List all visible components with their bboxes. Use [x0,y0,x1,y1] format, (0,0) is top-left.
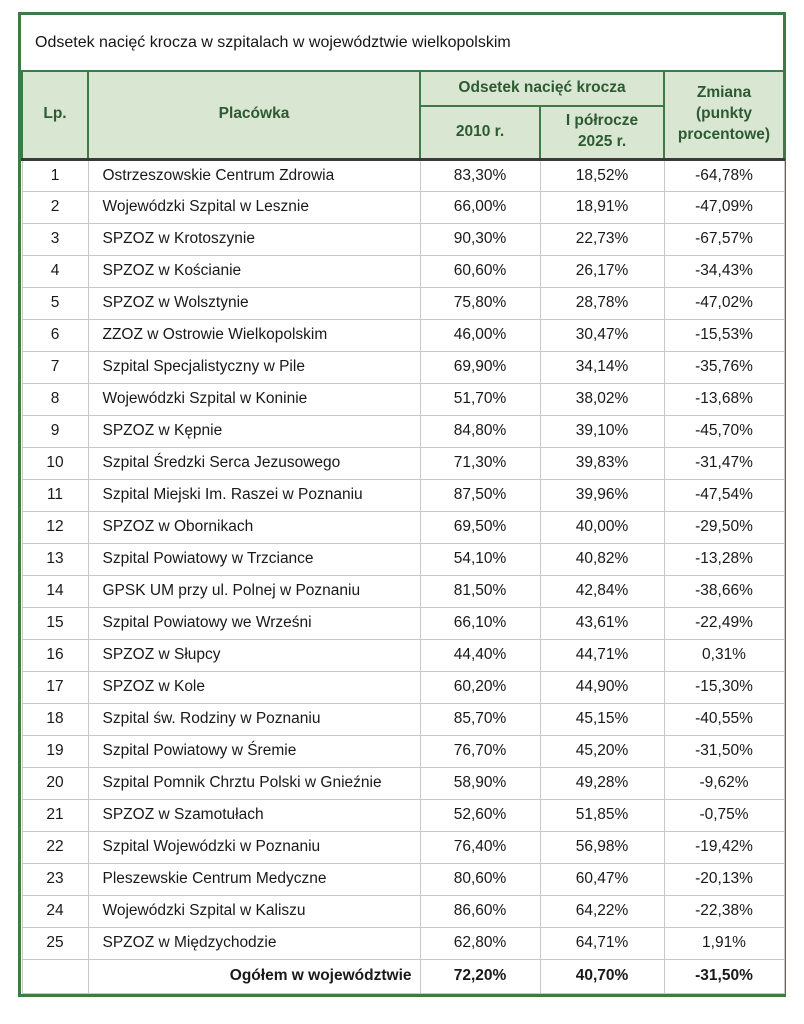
pct-2010-cell: 54,10% [420,543,540,575]
pct-2025-cell: 39,10% [540,415,664,447]
pct-2025-cell: 49,28% [540,767,664,799]
change-cell: 0,31% [664,639,784,671]
pct-2025-cell: 22,73% [540,223,664,255]
pct-2025-cell: 44,90% [540,671,664,703]
table-row [22,479,784,511]
table-row [22,447,784,479]
table-row [22,831,784,863]
pct-2025-cell: 44,71% [540,639,664,671]
change-cell: -38,66% [664,575,784,607]
header-group-episiotomy-rate: Odsetek nacięć krocza [420,71,664,106]
pct-2025-cell: 39,96% [540,479,664,511]
lp-cell: 8 [22,383,88,415]
pct-2010-cell: 81,50% [420,575,540,607]
lp-cell: 22 [22,831,88,863]
change-cell: -22,49% [664,607,784,639]
lp-cell: 3 [22,223,88,255]
pct-2010-cell: 76,70% [420,735,540,767]
pct-2010-cell: 85,70% [420,703,540,735]
pct-2010-cell: 62,80% [420,927,540,959]
change-cell: -13,68% [664,383,784,415]
change-cell: -13,28% [664,543,784,575]
facility-cell: SPZOZ w Słupcy [88,639,420,671]
lp-cell: 23 [22,863,88,895]
table-title: Odsetek nacięć krocza w szpitalach w województwie wielkopolskim [21,15,783,70]
pct-2010-cell: 71,30% [420,447,540,479]
pct-2010-cell: 75,80% [420,287,540,319]
table-row [22,543,784,575]
facility-cell: Wojewódzki Szpital w Lesznie [88,191,420,223]
pct-2025-cell: 34,14% [540,351,664,383]
summary-label: Ogółem w województwie [88,959,420,993]
summary-pct-2025: 40,70% [540,959,664,993]
header-facility: Placówka [88,71,420,159]
pct-2010-cell: 60,20% [420,671,540,703]
pct-2010-cell: 60,60% [420,255,540,287]
facility-cell: Szpital Powiatowy we Wrześni [88,607,420,639]
table-row [22,607,784,639]
change-cell: -0,75% [664,799,784,831]
lp-cell: 15 [22,607,88,639]
change-cell: -47,54% [664,479,784,511]
lp-cell: 13 [22,543,88,575]
table-row [22,319,784,351]
table-row [22,383,784,415]
change-cell: -31,47% [664,447,784,479]
pct-2025-cell: 30,47% [540,319,664,351]
facility-cell: Szpital Wojewódzki w Poznaniu [88,831,420,863]
table-row [22,255,784,287]
lp-cell: 11 [22,479,88,511]
data-table [21,70,785,994]
change-cell: -45,70% [664,415,784,447]
lp-cell: 9 [22,415,88,447]
header-lp: Lp. [22,71,88,159]
lp-cell: 4 [22,255,88,287]
pct-2010-cell: 46,00% [420,319,540,351]
lp-cell: 10 [22,447,88,479]
header-change: Zmiana (punkty procentowe) [664,71,784,159]
table-body [22,159,784,959]
change-cell: -64,78% [664,159,784,191]
pct-2025-cell: 18,52% [540,159,664,191]
summary-pct-2010: 72,20% [420,959,540,993]
pct-2025-cell: 64,22% [540,895,664,927]
change-cell: 1,91% [664,927,784,959]
table-row [22,191,784,223]
pct-2010-cell: 51,70% [420,383,540,415]
change-cell: -31,50% [664,735,784,767]
pct-2010-cell: 86,60% [420,895,540,927]
pct-2010-cell: 83,30% [420,159,540,191]
lp-cell: 5 [22,287,88,319]
table-footer [22,959,784,993]
facility-cell: SPZOZ w Kole [88,671,420,703]
summary-lp-cell-empty [22,959,88,993]
header-2025: I półrocze 2025 r. [540,106,664,159]
lp-cell: 7 [22,351,88,383]
lp-cell: 24 [22,895,88,927]
facility-cell: Szpital Specjalistyczny w Pile [88,351,420,383]
header-2010: 2010 r. [420,106,540,159]
table-row [22,223,784,255]
pct-2010-cell: 58,90% [420,767,540,799]
change-cell: -34,43% [664,255,784,287]
facility-cell: ZZOZ w Ostrowie Wielkopolskim [88,319,420,351]
facility-cell: SPZOZ w Międzychodzie [88,927,420,959]
change-cell: -15,30% [664,671,784,703]
change-cell: -19,42% [664,831,784,863]
facility-cell: Wojewódzki Szpital w Kaliszu [88,895,420,927]
lp-cell: 16 [22,639,88,671]
pct-2025-cell: 64,71% [540,927,664,959]
table-row [22,927,784,959]
change-cell: -47,09% [664,191,784,223]
table-row [22,895,784,927]
change-cell: -47,02% [664,287,784,319]
pct-2025-cell: 39,83% [540,447,664,479]
table-row [22,159,784,191]
pct-2025-cell: 60,47% [540,863,664,895]
pct-2010-cell: 66,10% [420,607,540,639]
table-row [22,799,784,831]
pct-2025-cell: 18,91% [540,191,664,223]
pct-2010-cell: 69,50% [420,511,540,543]
facility-cell: Szpital Powiatowy w Śremie [88,735,420,767]
facility-cell: Szpital Miejski Im. Raszei w Poznaniu [88,479,420,511]
table-row [22,767,784,799]
facility-cell: SPZOZ w Krotoszynie [88,223,420,255]
pct-2025-cell: 56,98% [540,831,664,863]
table-row [22,287,784,319]
change-cell: -40,55% [664,703,784,735]
pct-2010-cell: 84,80% [420,415,540,447]
pct-2025-cell: 43,61% [540,607,664,639]
pct-2025-cell: 40,00% [540,511,664,543]
lp-cell: 25 [22,927,88,959]
change-cell: -35,76% [664,351,784,383]
change-cell: -29,50% [664,511,784,543]
facility-cell: Szpital Pomnik Chrztu Polski w Gnieźnie [88,767,420,799]
change-cell: -67,57% [664,223,784,255]
episiotomy-rates-table [18,12,786,997]
pct-2025-cell: 51,85% [540,799,664,831]
lp-cell: 1 [22,159,88,191]
lp-cell: 12 [22,511,88,543]
lp-cell: 17 [22,671,88,703]
facility-cell: SPZOZ w Szamotułach [88,799,420,831]
summary-row [22,959,784,993]
lp-cell: 18 [22,703,88,735]
table-row [22,415,784,447]
facility-cell: Szpital św. Rodziny w Poznaniu [88,703,420,735]
table-row [22,735,784,767]
pct-2010-cell: 52,60% [420,799,540,831]
pct-2010-cell: 90,30% [420,223,540,255]
table-row [22,575,784,607]
pct-2025-cell: 38,02% [540,383,664,415]
pct-2025-cell: 45,15% [540,703,664,735]
table-row [22,639,784,671]
table-row [22,511,784,543]
facility-cell: Szpital Powiatowy w Trzciance [88,543,420,575]
lp-cell: 6 [22,319,88,351]
facility-cell: SPZOZ w Kościanie [88,255,420,287]
pct-2025-cell: 45,20% [540,735,664,767]
facility-cell: Pleszewskie Centrum Medyczne [88,863,420,895]
facility-cell: Szpital Średzki Serca Jezusowego [88,447,420,479]
table-row [22,863,784,895]
facility-cell: Wojewódzki Szpital w Koninie [88,383,420,415]
pct-2010-cell: 87,50% [420,479,540,511]
pct-2010-cell: 44,40% [420,639,540,671]
facility-cell: SPZOZ w Kępnie [88,415,420,447]
pct-2010-cell: 66,00% [420,191,540,223]
table-row [22,671,784,703]
lp-cell: 21 [22,799,88,831]
pct-2025-cell: 28,78% [540,287,664,319]
facility-cell: SPZOZ w Wolsztynie [88,287,420,319]
pct-2010-cell: 76,40% [420,831,540,863]
pct-2010-cell: 80,60% [420,863,540,895]
table-row [22,703,784,735]
header-row-top [22,71,784,106]
change-cell: -9,62% [664,767,784,799]
summary-change: -31,50% [664,959,784,993]
lp-cell: 2 [22,191,88,223]
pct-2025-cell: 42,84% [540,575,664,607]
lp-cell: 19 [22,735,88,767]
pct-2010-cell: 69,90% [420,351,540,383]
change-cell: -20,13% [664,863,784,895]
pct-2025-cell: 40,82% [540,543,664,575]
lp-cell: 14 [22,575,88,607]
lp-cell: 20 [22,767,88,799]
table-row [22,351,784,383]
facility-cell: GPSK UM przy ul. Polnej w Poznaniu [88,575,420,607]
change-cell: -15,53% [664,319,784,351]
change-cell: -22,38% [664,895,784,927]
facility-cell: SPZOZ w Obornikach [88,511,420,543]
facility-cell: Ostrzeszowskie Centrum Zdrowia [88,159,420,191]
table-header [22,71,784,159]
pct-2025-cell: 26,17% [540,255,664,287]
